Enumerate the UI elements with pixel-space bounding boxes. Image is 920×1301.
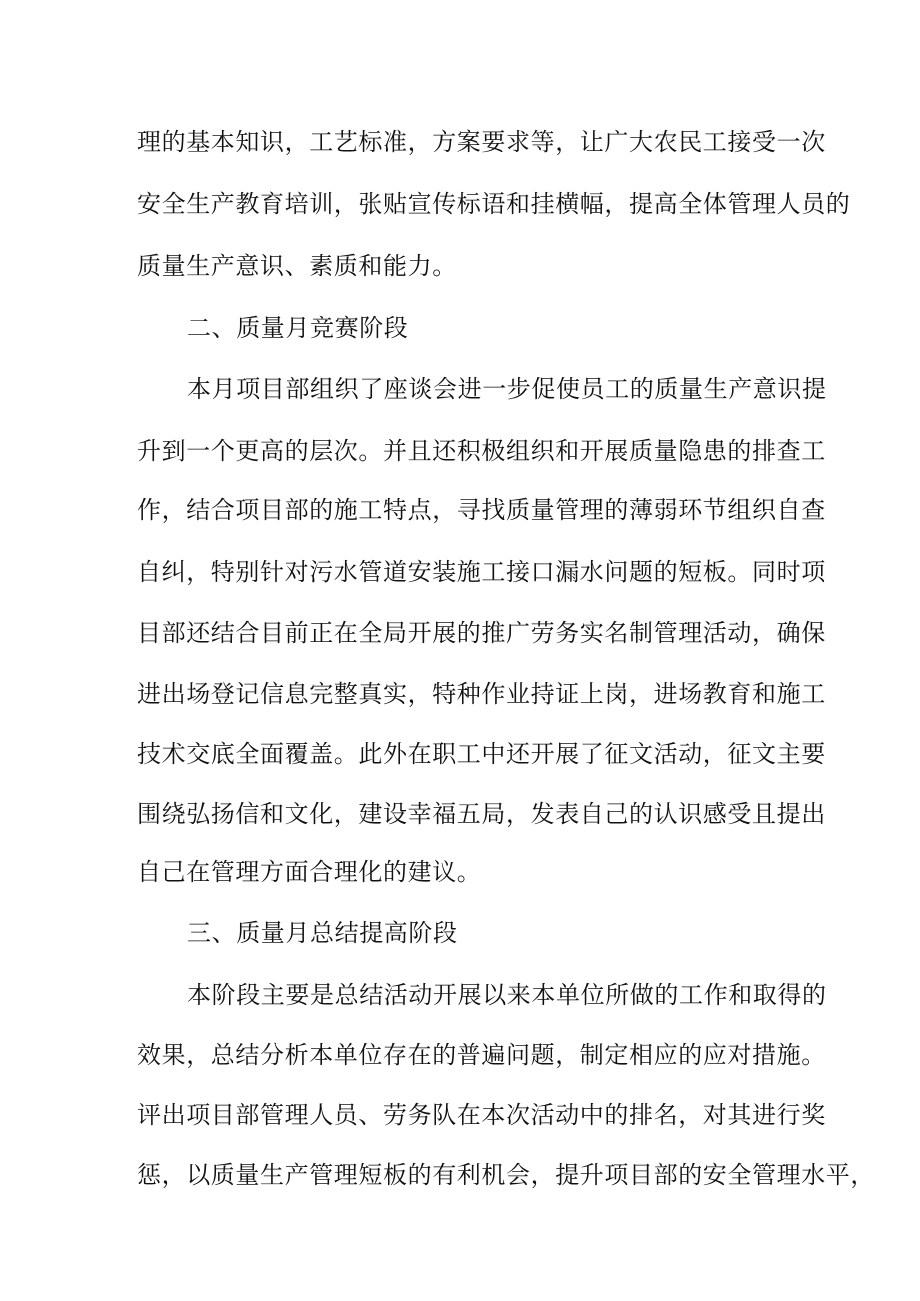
paragraph-line: 自纠，特别针对污水管道安装施工接口漏水问题的短板。同时项	[137, 558, 826, 586]
paragraph-line: 惩，以质量生产管理短板的有利机会，提升项目部的安全管理水平，	[137, 1161, 875, 1189]
paragraph-line: 本阶段主要是总结活动开展以来本单位所做的工作和取得的	[187, 981, 827, 1009]
paragraph-line: 升到一个更高的层次。并且还积极组织和开展质量隐患的排查工	[137, 437, 826, 465]
paragraph-line: 进出场登记信息完整真实，特种作业持证上岗，进场教育和施工	[137, 680, 826, 708]
section-heading: 二、质量月竞赛阶段	[187, 314, 409, 342]
paragraph-line: 围绕弘扬信和文化，建设幸福五局，发表自己的认识感受且提出	[137, 800, 826, 828]
paragraph-line: 本月项目部组织了座谈会进一步促使员工的质量生产意识提	[187, 375, 827, 403]
paragraph-line: 技术交底全面覆盖。此外在职工中还开展了征文活动，征文主要	[137, 740, 826, 768]
section-heading: 三、质量月总结提高阶段	[187, 919, 458, 947]
paragraph-line: 安全生产教育培训，张贴宣传标语和挂横幅，提高全体管理人员的	[137, 190, 851, 218]
paragraph-line: 效果，总结分析本单位存在的普遍问题，制定相应的应对措施。	[137, 1041, 826, 1069]
paragraph-line: 目部还结合目前正在全局开展的推广劳务实名制管理活动，确保	[137, 619, 826, 647]
paragraph-line: 质量生产意识、素质和能力。	[137, 252, 457, 280]
paragraph-line: 作，结合项目部的施工特点，寻找质量管理的薄弱环节组织自查	[137, 496, 826, 524]
paragraph-line: 评出项目部管理人员、劳务队在本次活动中的排名，对其进行奖	[137, 1101, 826, 1129]
paragraph-line: 理的基本知识，工艺标准，方案要求等，让广大农民工接受一次	[137, 128, 826, 156]
paragraph-line: 自己在管理方面合理化的建议。	[137, 858, 482, 886]
